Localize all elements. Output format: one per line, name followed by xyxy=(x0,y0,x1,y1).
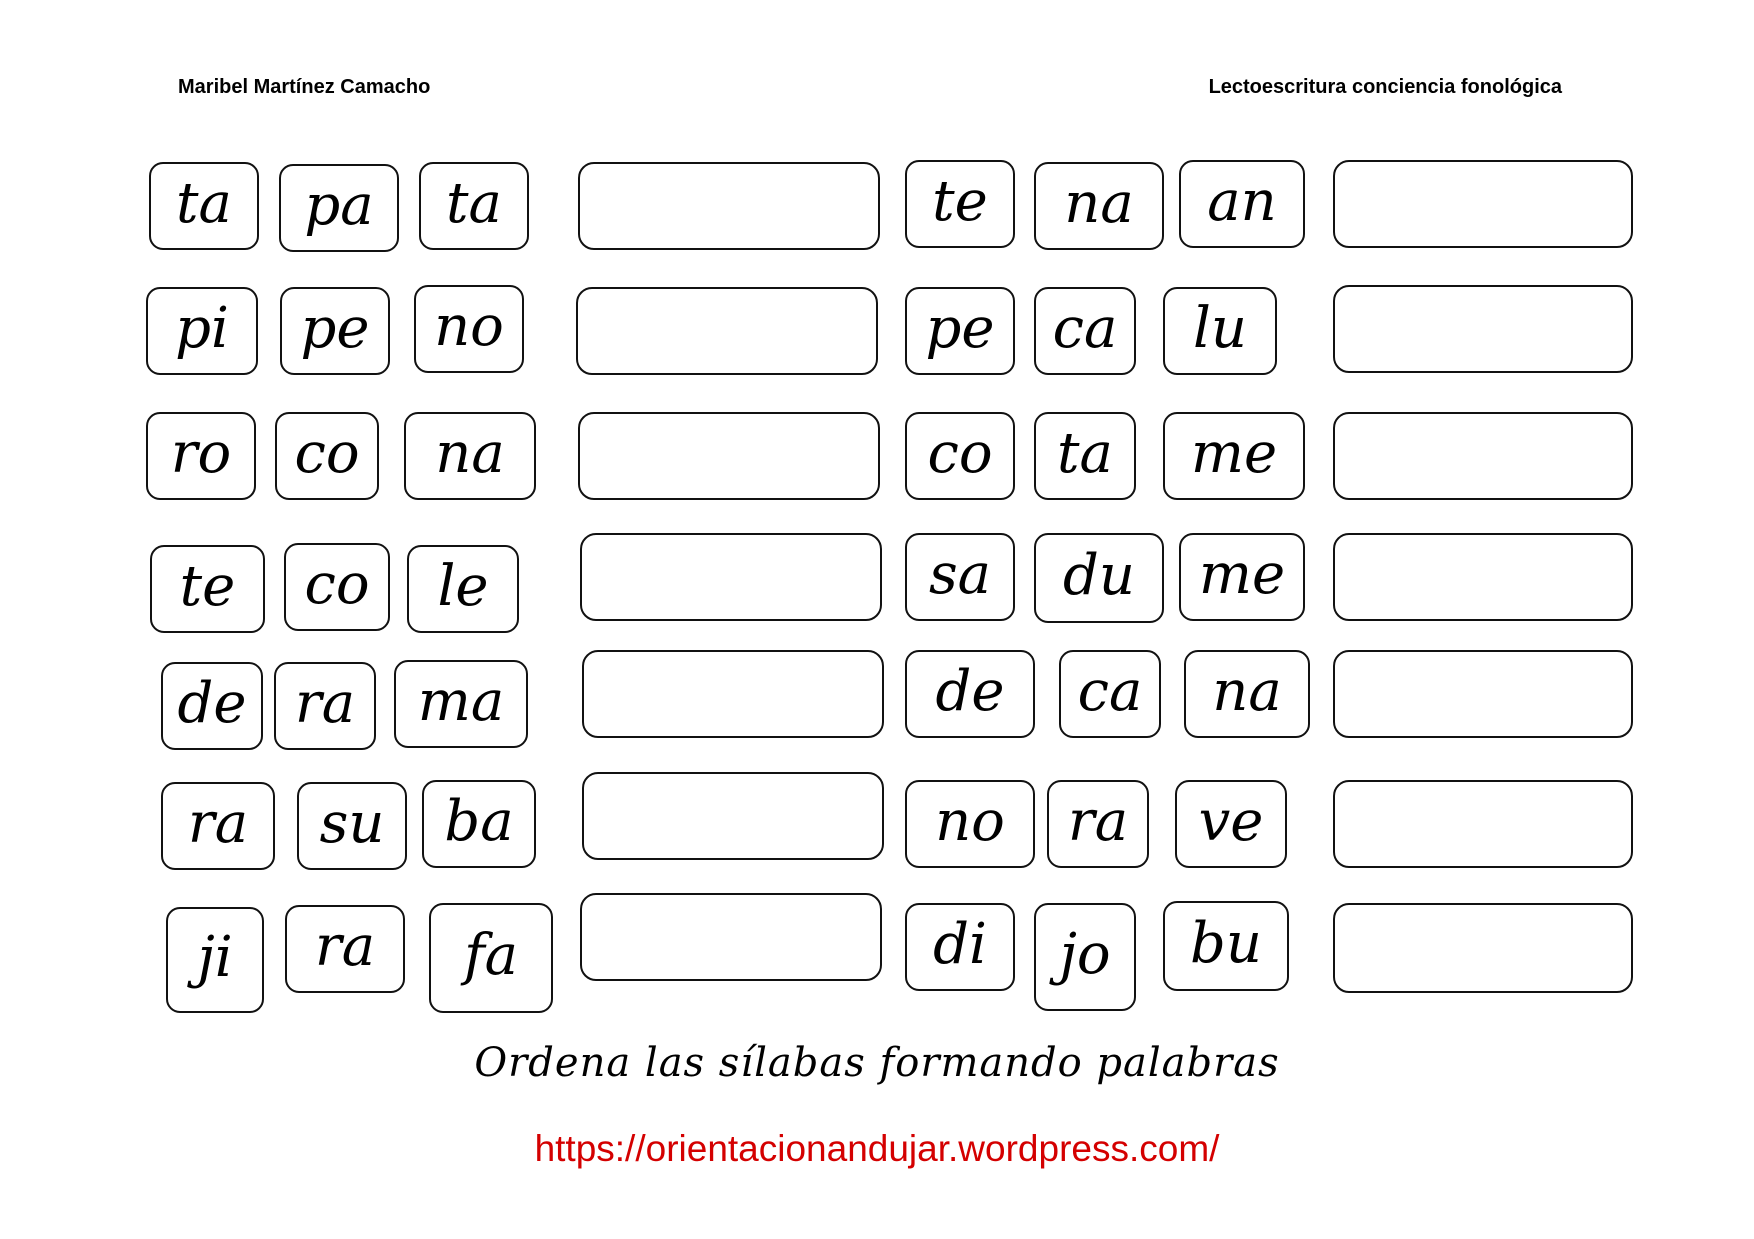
syllable-card[interactable] xyxy=(297,782,407,870)
syllable-text: pi xyxy=(175,296,229,361)
syllable-text: co xyxy=(304,552,370,617)
syllable-card[interactable] xyxy=(1179,533,1305,621)
syllable-text: ba xyxy=(444,789,514,854)
syllable-card[interactable] xyxy=(280,287,390,375)
syllable-card[interactable] xyxy=(146,287,258,375)
syllable-card[interactable] xyxy=(905,533,1015,621)
answer-box-right-4[interactable] xyxy=(1333,533,1633,621)
answer-box-left-7[interactable] xyxy=(580,893,882,981)
syllable-text: me xyxy=(1198,542,1286,607)
syllable-text: te xyxy=(179,554,236,619)
syllable-card[interactable] xyxy=(404,412,536,500)
answer-box-right-3[interactable] xyxy=(1333,412,1633,500)
syllable-text: na xyxy=(1064,171,1134,236)
syllable-text: ra xyxy=(314,914,376,979)
syllable-text: de xyxy=(935,659,1005,724)
syllable-text: te xyxy=(932,169,988,234)
instruction-text: Ordena las sílabas formando palabras xyxy=(474,1040,1280,1086)
syllable-text: ma xyxy=(417,669,505,734)
syllable-text: me xyxy=(1190,421,1278,486)
syllable-card[interactable] xyxy=(1179,160,1305,248)
syllable-card[interactable] xyxy=(414,285,524,373)
syllable-text: ca xyxy=(1052,296,1118,361)
syllable-card[interactable] xyxy=(905,650,1035,738)
answer-box-left-4[interactable] xyxy=(580,533,882,621)
syllable-card[interactable] xyxy=(149,162,259,250)
answer-box-right-7[interactable] xyxy=(1333,903,1633,993)
syllable-text: jo xyxy=(1059,922,1111,987)
answer-box-left-2[interactable] xyxy=(576,287,878,375)
syllable-card[interactable] xyxy=(905,160,1015,248)
syllable-card[interactable] xyxy=(407,545,519,633)
syllable-text: na xyxy=(435,421,505,486)
syllable-text: no xyxy=(935,789,1005,854)
syllable-text: ji xyxy=(197,925,233,990)
syllable-card[interactable] xyxy=(275,412,379,500)
syllable-text: lu xyxy=(1193,296,1247,361)
syllable-card[interactable] xyxy=(1059,650,1161,738)
syllable-text: an xyxy=(1207,169,1277,234)
syllable-text: ta xyxy=(1057,421,1113,486)
syllable-card[interactable] xyxy=(274,662,376,750)
syllable-card[interactable] xyxy=(422,780,536,868)
syllable-text: ra xyxy=(1067,789,1129,854)
syllable-card[interactable] xyxy=(1163,412,1305,500)
syllable-text: bu xyxy=(1190,911,1262,976)
answer-box-left-5[interactable] xyxy=(582,650,884,738)
syllable-text: pe xyxy=(925,296,995,361)
syllable-card[interactable] xyxy=(146,412,256,500)
syllable-text: ra xyxy=(294,671,356,736)
syllable-card[interactable] xyxy=(905,903,1015,991)
syllable-text: ve xyxy=(1198,789,1264,854)
answer-box-right-2[interactable] xyxy=(1333,285,1633,373)
syllable-text: de xyxy=(177,671,247,736)
syllable-text: ta xyxy=(446,171,502,236)
syllable-card[interactable] xyxy=(1184,650,1310,738)
syllable-text: ca xyxy=(1077,659,1143,724)
syllable-card[interactable] xyxy=(905,412,1015,500)
syllable-card[interactable] xyxy=(905,287,1015,375)
syllable-card[interactable] xyxy=(285,905,405,993)
answer-box-right-1[interactable] xyxy=(1333,160,1633,248)
syllable-card[interactable] xyxy=(905,780,1035,868)
worksheet-subject: Lectoescritura conciencia fonológica xyxy=(1208,76,1562,98)
syllable-text: du xyxy=(1063,543,1135,608)
syllable-card[interactable] xyxy=(394,660,528,748)
answer-box-left-1[interactable] xyxy=(578,162,880,250)
syllable-card[interactable] xyxy=(279,164,399,252)
syllable-text: na xyxy=(1212,659,1282,724)
syllable-text: ra xyxy=(187,791,249,856)
syllable-text: ro xyxy=(170,421,232,486)
answer-box-right-6[interactable] xyxy=(1333,780,1633,868)
answer-box-left-3[interactable] xyxy=(578,412,880,500)
syllable-card[interactable] xyxy=(1034,903,1136,1011)
syllable-card[interactable] xyxy=(419,162,529,250)
syllable-text: le xyxy=(437,554,489,619)
answer-box-left-6[interactable] xyxy=(582,772,884,860)
syllable-text: co xyxy=(294,421,360,486)
author-name: Maribel Martínez Camacho xyxy=(178,76,431,98)
syllable-card[interactable] xyxy=(1034,287,1136,375)
syllable-card[interactable] xyxy=(1034,533,1164,623)
syllable-card[interactable] xyxy=(1163,287,1277,375)
syllable-card[interactable] xyxy=(1034,162,1164,250)
syllable-card[interactable] xyxy=(166,907,264,1013)
syllable-text: di xyxy=(933,912,987,977)
syllable-text: co xyxy=(927,421,993,486)
footer-url[interactable]: https://orientacionandujar.wordpress.com/ xyxy=(534,1128,1220,1169)
syllable-text: no xyxy=(434,294,504,359)
syllable-card[interactable] xyxy=(1163,901,1289,991)
answer-box-right-5[interactable] xyxy=(1333,650,1633,738)
syllable-card[interactable] xyxy=(150,545,265,633)
syllable-card[interactable] xyxy=(161,662,263,750)
syllable-text: pe xyxy=(300,296,370,361)
syllable-card[interactable] xyxy=(284,543,390,631)
syllable-text: pa xyxy=(304,173,374,238)
syllable-card[interactable] xyxy=(1047,780,1149,868)
syllable-card[interactable] xyxy=(1034,412,1136,500)
syllable-card[interactable] xyxy=(1175,780,1287,868)
syllable-text: sa xyxy=(928,542,992,607)
syllable-text: ta xyxy=(176,171,232,236)
syllable-card[interactable] xyxy=(429,903,553,1013)
syllable-text: fa xyxy=(463,923,519,988)
syllable-card[interactable] xyxy=(161,782,275,870)
syllable-text: su xyxy=(319,791,385,856)
